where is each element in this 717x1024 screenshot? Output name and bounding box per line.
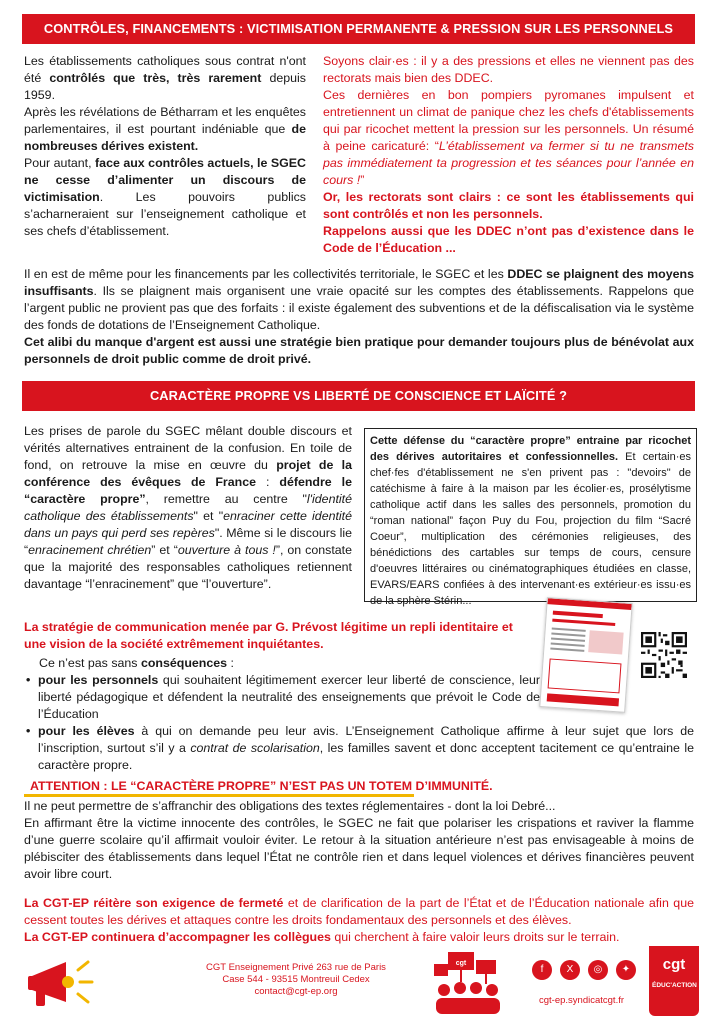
section-title-caractere-propre: CARACTÈRE PROPRE VS LIBERTÉ DE CONSCIENCE ET LAÏCITÉ ? — [22, 381, 695, 411]
qr-code-icon — [641, 632, 687, 678]
paragraph: Rappelons aussi que les DDEC n’ont pas d’existence dans le Code de l’Éducation ... — [323, 224, 694, 255]
derives-callout-box: Cette défense du “caractère propre” entraine par ricochet des dérives autoritaires et confessionnelles. Et certain·es chef·fes d'établissement ne s'en privent pas : "devoirs" de catéchisme à faire à la maison par les écolier·es, prosélytisme catholique actif dans les salles des personnels, promotion du “roman national” façon Puy du Fou, projection du film “Sacré Coeur”, multiplication des cérémonies religieuses, des bénédictions des cartables sur temps de cours, censure d'oeuvres littéraires ou cinématographiques étudiées en classe, EVARS/EARS confiées à des intervenant·es extérieur·es issu·es de la sphère Stérin... — [364, 428, 697, 602]
website-link[interactable]: cgt-ep.syndicatcgt.fr — [539, 995, 625, 1006]
flyer-thumbnail — [539, 597, 632, 713]
paragraph: Les prises de parole du SGEC mêlant double discours et vérités alternatives entrainent de la confusion. En toile de fond, on retrouve la mise en œuvre du projet de la conférence des évêques de France : défendre le “caractère propre”, remettre au centre "l'identité catholique des établissements" et "enraciner cette identité dans un pays qui perd ses repères". Même si le discours lie “enracinement chrétien” et “ouverture à tous !”, on constate que la majorité des responsables catholiques retiennent davantage “l’enracinement” que “l’ouverture”. — [24, 424, 353, 591]
protest-crowd-icon — [432, 946, 504, 1016]
list-item: • pour les élèves à qui on demande peu leur avis. L’Enseignement Catholique affirme à leur sujet que lors de l’inscription, surtout s’il y a contrat de scolarisation, les familles savent et donc acceptent tacitement ce qu’entraine le caractère propre. — [24, 723, 694, 774]
facebook-icon[interactable]: f — [532, 960, 552, 980]
paragraph: Il ne peut permettre de s’affranchir des obligations des textes réglementaires - dont la loi Debré... — [24, 799, 556, 813]
svg-text:cgt: cgt — [455, 960, 467, 967]
paragraph: Les établissements catholiques sous contrat n'ont été contrôlés que très, très rarement depuis 1959. — [24, 54, 306, 102]
consequences-list — [24, 672, 540, 723]
section-title-controles: CONTRÔLES, FINANCEMENTS : VICTIMISATION PERMANENTE & PRESSION SUR LES PERSONNELS — [22, 14, 695, 44]
cgt-educaction-logo: cgt ÉDUC'ACTION — [649, 946, 699, 1016]
paragraph: Pour autant, face aux contrôles actuels, le SGEC ne cesse d’alimenter un discours de victimisation. Les pouvoirs publics s’acharneraient sur l’enseignement catholique et ses chefs d’établissement. — [24, 156, 306, 238]
paragraph: Cet alibi du manque d'argent est aussi une stratégie bien pratique pour demander toujours plus de bénévolat aux personnels de droit public comme de droit privé. — [24, 335, 694, 366]
strategy-statement: La stratégie de communication menée par G. Prévost légitime un repli identitaire et une vision de la société extrêmement inquiétantes. — [24, 620, 513, 651]
attention-block — [24, 798, 694, 883]
instagram-icon[interactable]: ◎ — [588, 960, 608, 980]
paragraph: Il en est de même pour les financements par les collectivités territoriale, le SGEC et les DDEC se plaignent des moyens insuffisants. Ils se plaignent mais organisent une vraie opacité sur les comptes des établissements. Rappelons que l’argent public ne provient pas que des forfaits : il existe également des subventions et de la défiscalisation via le système des fonds de dotations de l’Enseignement Catholique. — [24, 267, 694, 332]
consequences-block — [24, 655, 540, 672]
footer-email[interactable]: contact@cgt-ep.org — [254, 986, 338, 997]
section1-right-column — [323, 53, 694, 257]
section1-full-width — [24, 266, 694, 368]
paragraph: Or, les rectorats sont clairs : ce sont les établissements qui sont contrôlés et non les personnels. — [323, 190, 694, 221]
footer-address: CGT Enseignement Privé 263 rue de Paris Case 544 - 93515 Montreuil Cedex contact@cgt-ep.org — [196, 962, 396, 998]
paragraph: Ces dernières en bon pompiers pyromanes impulsent et entretiennent un climat de panique chez les chefs d'établissements qui par ricochet mettent la pression sur les personnels. Un résumé à peine caricaturé: “L’établissement va fermer si tu ne transmets pas immédiatement ta progression et tes séances pour l’année en cours !” — [323, 88, 694, 187]
paragraph: La CGT-EP réitère son exigence de fermeté et de clarification de la part de l’État et de l’Éducation nationale afin que cessent toutes les dérives et attaques contre les droits fondamentaux des personnels et des élèves. — [24, 896, 694, 927]
section1-left-column — [24, 53, 306, 240]
paragraph: En affirmant être la victime innocente des contrôles, le SGEC ne fait que polariser les crispations et raviver la flamme d’une guerre scolaire qu’il affirmait vouloir éviter. Le retour à la situation antérieure n’est pas envisageable à moins de plébisciter des établissements dans lequel l’État ne contrôle rien et dans lequel violences et dérives financières peuvent avoir libre court. — [24, 816, 694, 881]
x-icon[interactable]: X — [560, 960, 580, 980]
paragraph: Soyons clair·es : il y a des pressions et elles ne viennent pas des rectorats mais bien des DDEC. — [323, 54, 694, 85]
consequences-list-2 — [24, 723, 694, 774]
paragraph: La CGT-EP continuera d’accompagner les collègues qui cherchent à faire valoir leurs droits sur le terrain. — [24, 930, 620, 944]
megaphone-icon — [26, 950, 98, 1014]
section2-left-column — [24, 423, 352, 593]
attention-title: ATTENTION : LE “CARACTÈRE PROPRE” N’EST PAS UN TOTEM D’IMMUNITÉ. — [30, 779, 493, 793]
consequences-intro: Ce n’est pas sans conséquences : — [39, 656, 234, 670]
paragraph: Après les révélations de Bétharram et les enquêtes parlementaires, il est pourtant indéniable que de nombreuses dérives existent. — [24, 105, 306, 153]
bluesky-icon[interactable]: ✦ — [616, 960, 636, 980]
list-item: • pour les personnels qui souhaitent légitimement exercer leur liberté de conscience, leur liberté pédagogique et défendent la neutralité des enseignements que prévoit le Code de l’Éducation — [24, 672, 540, 723]
conclusion-block — [24, 895, 694, 946]
